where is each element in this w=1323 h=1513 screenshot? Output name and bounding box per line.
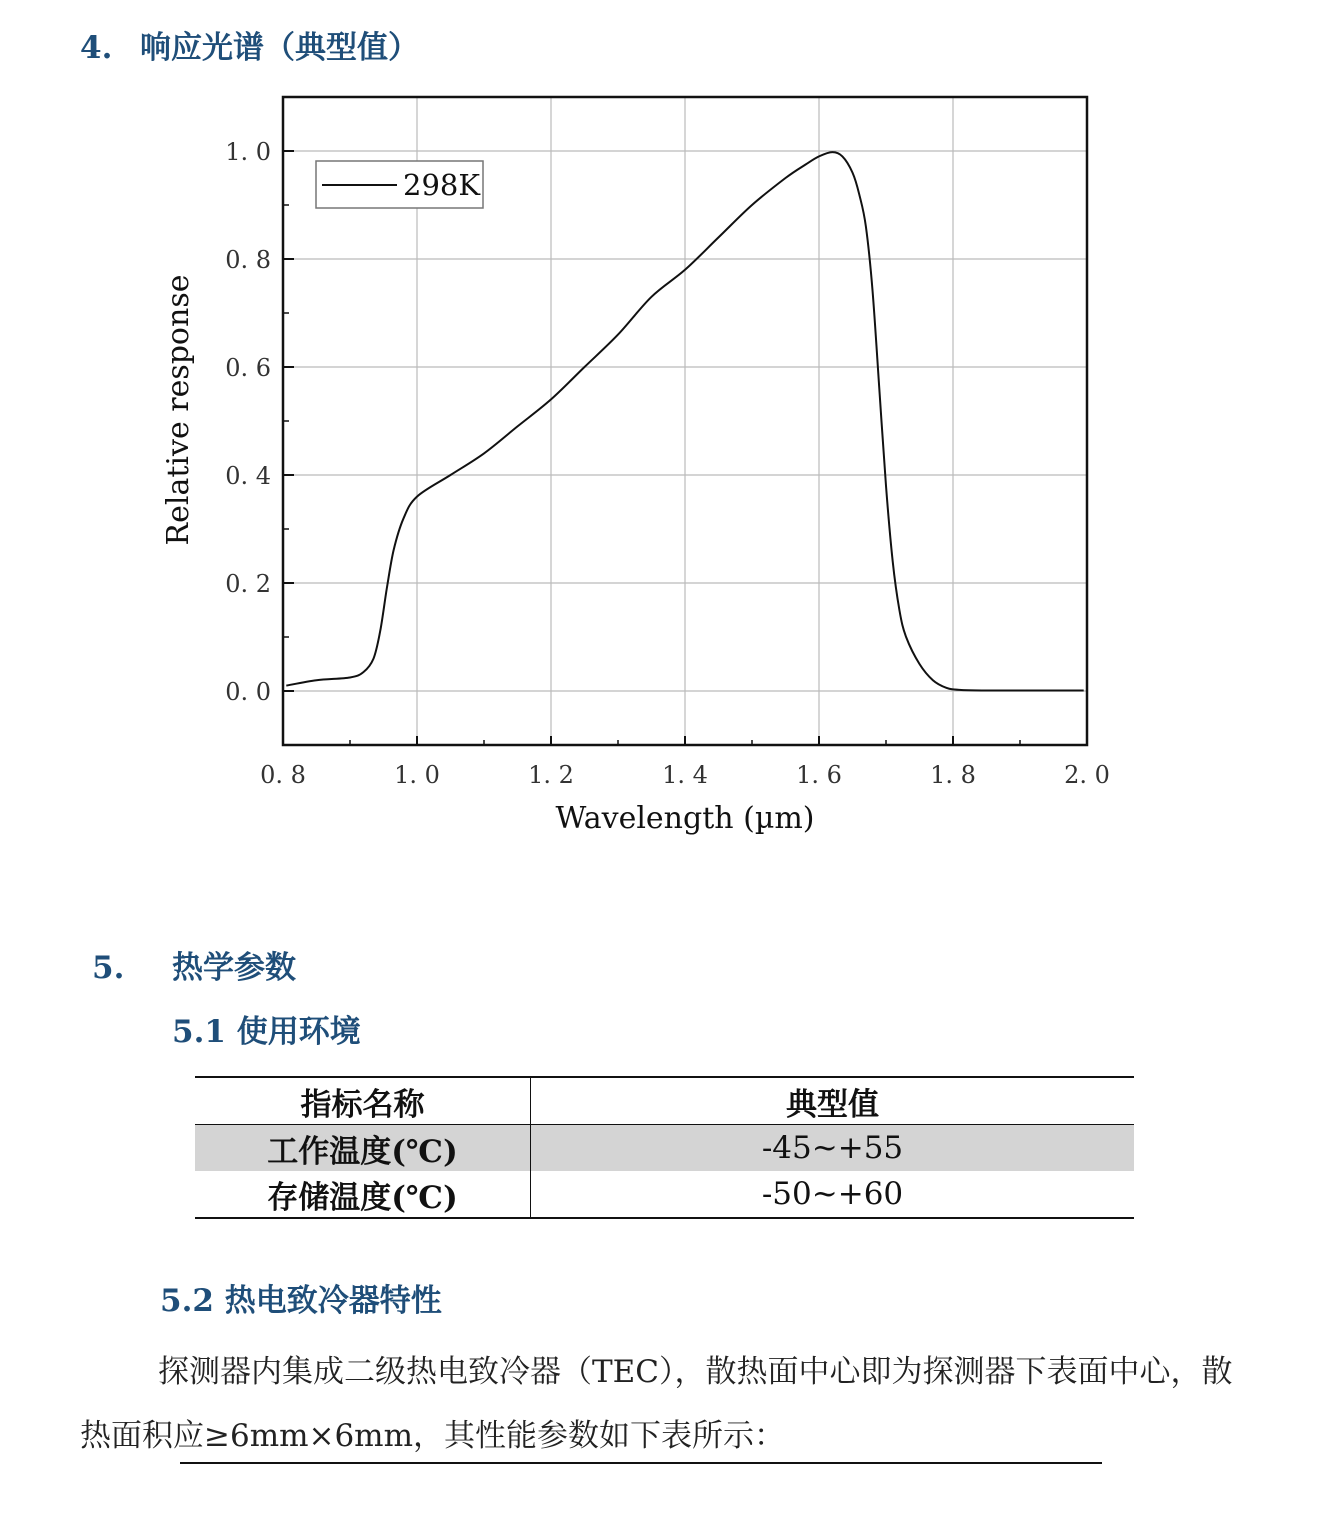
tec-description-paragraph bbox=[80, 1340, 1260, 1468]
header-cell: 典型值 bbox=[531, 1077, 1135, 1125]
y-tick-label: 0. 2 bbox=[225, 570, 271, 598]
section-title: 响应光谱（典型值） bbox=[140, 30, 419, 66]
section-5-1-heading: 5.1 使用环境 bbox=[172, 1014, 361, 1050]
y-tick-label: 0. 0 bbox=[225, 678, 271, 706]
x-tick-labels bbox=[260, 761, 1110, 789]
y-tick-labels bbox=[225, 138, 271, 706]
x-tick-label: 1. 0 bbox=[394, 761, 440, 789]
response-spectrum-chart bbox=[140, 80, 1140, 860]
y-tick-label: 0. 6 bbox=[225, 354, 271, 382]
y-tick-label: 0. 8 bbox=[225, 246, 271, 274]
y-tick-label: 1. 0 bbox=[225, 138, 271, 166]
x-tick-label: 1. 8 bbox=[930, 761, 976, 789]
table-cell-name: 存储温度(℃) bbox=[195, 1171, 531, 1218]
section-number: 5. bbox=[92, 950, 125, 986]
legend bbox=[316, 161, 483, 208]
x-tick-label: 1. 6 bbox=[796, 761, 842, 789]
section-5-2-heading: 5.2 热电致冷器特性 bbox=[160, 1283, 442, 1319]
x-tick-label: 0. 8 bbox=[260, 761, 306, 789]
y-axis-label: Relative response bbox=[161, 274, 196, 546]
header-cell: 指标名称 bbox=[195, 1077, 531, 1125]
x-tick-label: 1. 4 bbox=[662, 761, 708, 789]
section-number: 4. bbox=[80, 30, 113, 66]
table-cell-value: -50~+60 bbox=[761, 1176, 904, 1212]
y-tick-label: 0. 4 bbox=[225, 462, 271, 490]
section-title: 热学参数 bbox=[172, 950, 296, 986]
environment-table bbox=[195, 1076, 1134, 1219]
legend-label: 298K bbox=[403, 168, 481, 202]
x-tick-label: 2. 0 bbox=[1064, 761, 1110, 789]
table-cell-value: -45~+55 bbox=[531, 1125, 1135, 1172]
section-4-heading bbox=[80, 28, 419, 68]
table-cell-name: 工作温度(℃) bbox=[195, 1125, 531, 1172]
table-row bbox=[195, 1125, 1134, 1172]
x-tick-label: 1. 2 bbox=[528, 761, 574, 789]
x-axis-label: Wavelength (µm) bbox=[555, 801, 815, 836]
section-5-heading bbox=[92, 948, 296, 988]
table-header-row bbox=[195, 1077, 1134, 1125]
table-row bbox=[195, 1171, 1134, 1218]
paragraph-text: 探测器内集成二级热电致冷器（TEC），散热面中心即为探测器下表面中心，散热面积应≥6mm×6mm，其性能参数如下表所示： bbox=[80, 1354, 1233, 1454]
table-top-rule bbox=[180, 1462, 1102, 1464]
